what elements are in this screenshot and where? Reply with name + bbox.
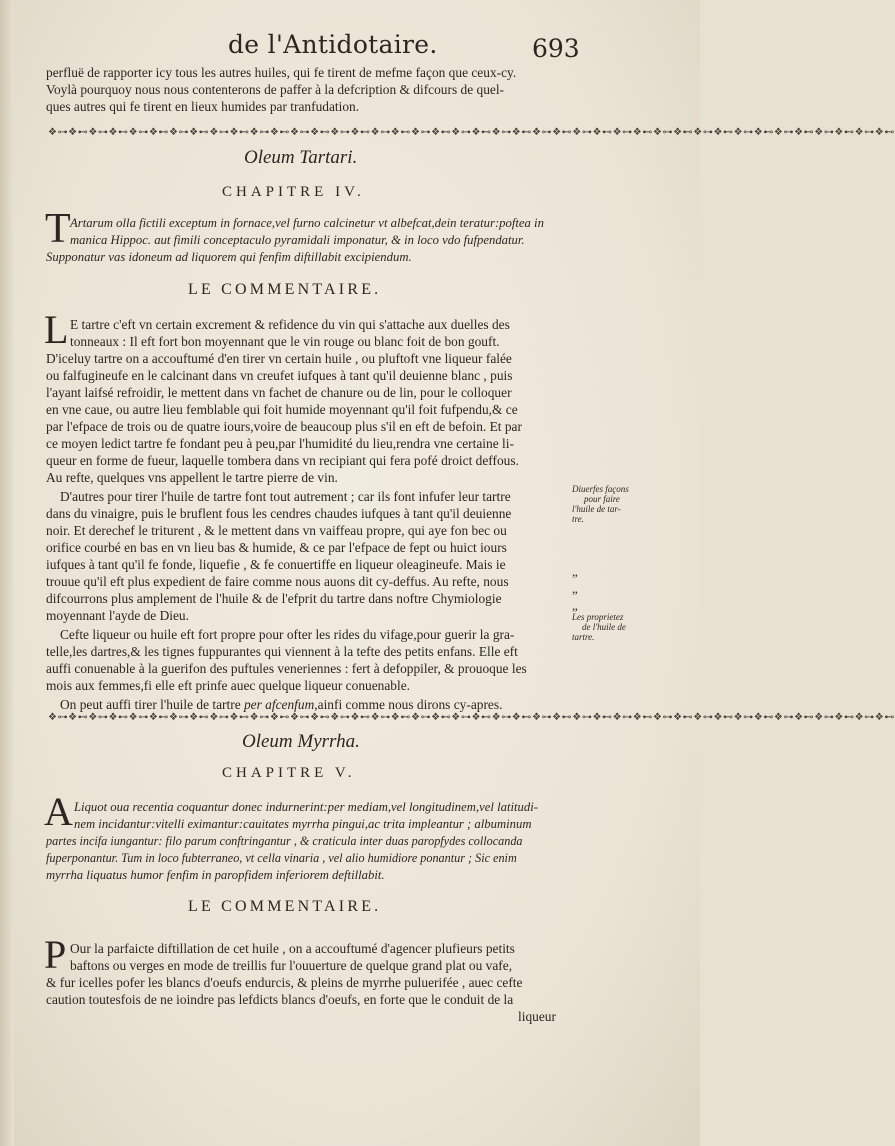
intro-line: ques autres qui fe tirent en lieux humides par tranfudation.: [46, 99, 360, 114]
commentary-line: l'ayant laifsé refroidir, le mettent dans vn fachet de chanure ou de lin, pour le colloquer: [46, 385, 512, 400]
margin-note-line: pour faire: [584, 494, 620, 504]
text-run: ainfi comme nous dirons cy-apres.: [317, 697, 503, 712]
commentary-line: ce moyen ledict tartre fe fondant peu à peu,par l'humidité du lieu,rendra vne certaine li-: [46, 436, 514, 451]
commentary-line: Au refte, quelques vns appellent le tartre pierre de vin.: [46, 470, 338, 485]
commentary-line: dans du vinaigre, puis le bruflent fous les cendres chaudes iufques à tant qu'il deuienne: [46, 506, 512, 521]
chapter-heading: CHAPITRE IV.: [222, 184, 365, 200]
margin-note-line: l'huile de tar-: [572, 504, 621, 514]
drop-cap: L: [44, 307, 69, 352]
commentary-last-line: [60, 696, 502, 713]
commentary-heading: LE COMMENTAIRE.: [188, 281, 382, 298]
commentary-line: Our la parfaicte diftillation de cet huile , on a accouftumé d'agencer plufieurs petits: [70, 941, 515, 956]
commentary-line: orifice courbé en bas en vn lieu bas & humide, & ce par l'efpace de fept ou huict iours: [46, 540, 507, 555]
recipe-line: fuperponantur. Tum in loco fubterraneo, vt cella vinaria , vel alio humidiore ponantur ; Sic enim: [46, 851, 517, 865]
catchword: liqueur: [518, 1009, 556, 1024]
recipe-line: partes incifa iungantur: filo parum conftringantur , & craticula inter duas paropfydes collocanda: [46, 834, 523, 848]
text-run: On peut auffi tirer l'huile de tartre: [60, 697, 244, 712]
ornamental-rule: ❖⊶❖⊷❖⊶❖⊷❖⊶❖⊷❖⊶❖⊷❖⊶❖⊷❖⊶❖⊷❖⊶❖⊷❖⊶❖⊷❖⊶❖⊷❖⊶❖⊷❖⊶❖⊷❖⊶❖⊷❖⊶❖⊷❖⊶❖⊷❖⊶❖⊷❖⊶❖⊷❖⊶❖⊷❖⊶❖⊷❖⊶❖⊷❖⊶❖⊷❖⊶❖⊷: [48, 127, 895, 138]
margin-note-line: Les proprietez: [572, 612, 624, 622]
drop-cap: A: [44, 789, 73, 834]
recipe-line: Artarum olla fictili exceptum in fornace,vel furno calcinetur vt albefcat,dein teratur:poftea in: [70, 216, 544, 230]
commentary-line: queur en forme de fueur, laquelle tombera dans vn recipiant qui fera pofé droict deffous.: [46, 453, 519, 468]
quotation-mark: „: [572, 564, 578, 579]
commentary-line: trouue qu'il eft plus expedient de faire comme nous auons dit cy-deffus. Au refte, nous: [46, 574, 509, 589]
commentary-line: tonneaux : Il eft fort bon moyennant que le vin rouge ou blanc foit de bon gouft.: [70, 334, 500, 349]
recipe-line: Supponatur vas idoneum ad liquorem qui fenfim diftillabit excipiendum.: [46, 250, 412, 264]
commentary-line: par l'efpace de trois ou de quatre iours,voire de beaucoup plus s'il en eft de befoin. Et par: [46, 419, 522, 434]
drop-cap: T: [45, 206, 71, 252]
running-title: de l'Antidotaire.: [228, 30, 438, 59]
commentary-line: telle,les dartres,& les tignes fuppurantes qui viennent à la tefte des petits enfans. Elle eft: [46, 644, 518, 659]
commentary-heading: LE COMMENTAIRE.: [188, 898, 382, 915]
commentary-line: iufques à tant qu'il fe fonde, liquefie , & fe conuertiffe en liqueur oleagineufe. Mais ie: [46, 557, 506, 572]
recipe-line: Liquot oua recentia coquantur donec indurnerint:per mediam,vel longitudinem,vel latitudi-: [74, 800, 538, 814]
commentary-line: Cefte liqueur ou huile eft fort propre pour ofter les rides du vifage,pour guerir la gra-: [60, 627, 515, 642]
commentary-line: moyennant l'ayde de Dieu.: [46, 608, 189, 623]
commentary-line: D'autres pour tirer l'huile de tartre font tout autrement ; car ils font infufer leur tartre: [60, 489, 511, 504]
recipe-line: manica Hippoc. aut fimili conceptaculo pyramidali imponatur, & in loco vdo fufpendatur.: [70, 233, 525, 247]
section-title: Oleum Myrrha.: [242, 731, 360, 752]
latin-phrase: per afcenfum,: [243, 697, 318, 712]
commentary-line: en vne caue, ou autre lieu femblable qui foit humide moyennant qu'il foit fufpendu,& ce: [46, 402, 518, 417]
commentary-line: ou falfugineufe en le calcinant dans vn creufet iufques à tant qu'il deuienne blanc , puis: [46, 368, 513, 383]
margin-note-line: tre.: [572, 514, 584, 524]
chapter-heading: CHAPITRE V.: [222, 765, 356, 781]
drop-cap: P: [44, 932, 67, 977]
quotation-mark: „: [572, 581, 578, 596]
page-gutter-shadow: [0, 0, 14, 1146]
intro-line: perfluë de rapporter icy tous les autres huiles, qui fe tirent de mefme façon que ceux-cy.: [46, 65, 517, 80]
section-title: Oleum Tartari.: [244, 147, 358, 168]
commentary-line: auffi conuenable à la guerifon des puftules veneriennes : fert à defoppiler, & prouoque les: [46, 661, 527, 676]
quotation-mark: „: [572, 598, 578, 613]
commentary-line: noir. Et derechef le triturent , & le mettent dans vn vaiffeau propre, qui aye fon bec ou: [46, 523, 507, 538]
margin-note-line: Diuerfes façons: [572, 484, 629, 494]
commentary-line: difcourrons plus amplement de l'huile & de l'efprit du tartre dans noftre Chymiologie: [46, 591, 502, 606]
margin-note-line: tartre.: [572, 632, 595, 642]
commentary-line: D'iceluy tartre on a accouftumé d'en tirer vn certain huile , ou pluftoft vne liqueur falée: [46, 351, 512, 366]
commentary-line: & fur icelles pofer les blancs d'oeufs endurcis, & pleins de myrrhe puluerifée , auec cefte: [46, 975, 523, 990]
commentary-line: caution toutesfois de ne ioindre pas lefdicts blancs d'oeufs, en forte que le conduit de la: [46, 992, 514, 1007]
margin-note-line: de l'huile de: [582, 622, 626, 632]
page-number: 693: [532, 34, 580, 63]
recipe-line: nem incidantur:vitelli eximantur:cauitates myrrha pingui,ac trita impleantur ; albuminum: [74, 817, 532, 831]
commentary-line: baftons ou verges en mode de treillis fur l'ouuerture de quelque grand plat ou vafe,: [70, 958, 513, 973]
commentary-line: E tartre c'eft vn certain excrement & refidence du vin qui s'attache aux duelles des: [70, 317, 510, 332]
recipe-line: myrrha liquatus humor fenfim in paropfidem inferiorem deftillabit.: [46, 868, 385, 882]
intro-line: Voylà pourquoy nous nous contenterons de paffer à la defcription & difcours de quel-: [46, 82, 505, 97]
commentary-line: mois aux femmes,fi elle eft prinfe auec quelque liqueur conuenable.: [46, 678, 411, 693]
ornamental-rule: ❖⊶❖⊷❖⊶❖⊷❖⊶❖⊷❖⊶❖⊷❖⊶❖⊷❖⊶❖⊷❖⊶❖⊷❖⊶❖⊷❖⊶❖⊷❖⊶❖⊷❖⊶❖⊷❖⊶❖⊷❖⊶❖⊷❖⊶❖⊷❖⊶❖⊷❖⊶❖⊷❖⊶❖⊷❖⊶❖⊷❖⊶❖⊷❖⊶❖⊷❖⊶❖⊷: [48, 712, 895, 723]
